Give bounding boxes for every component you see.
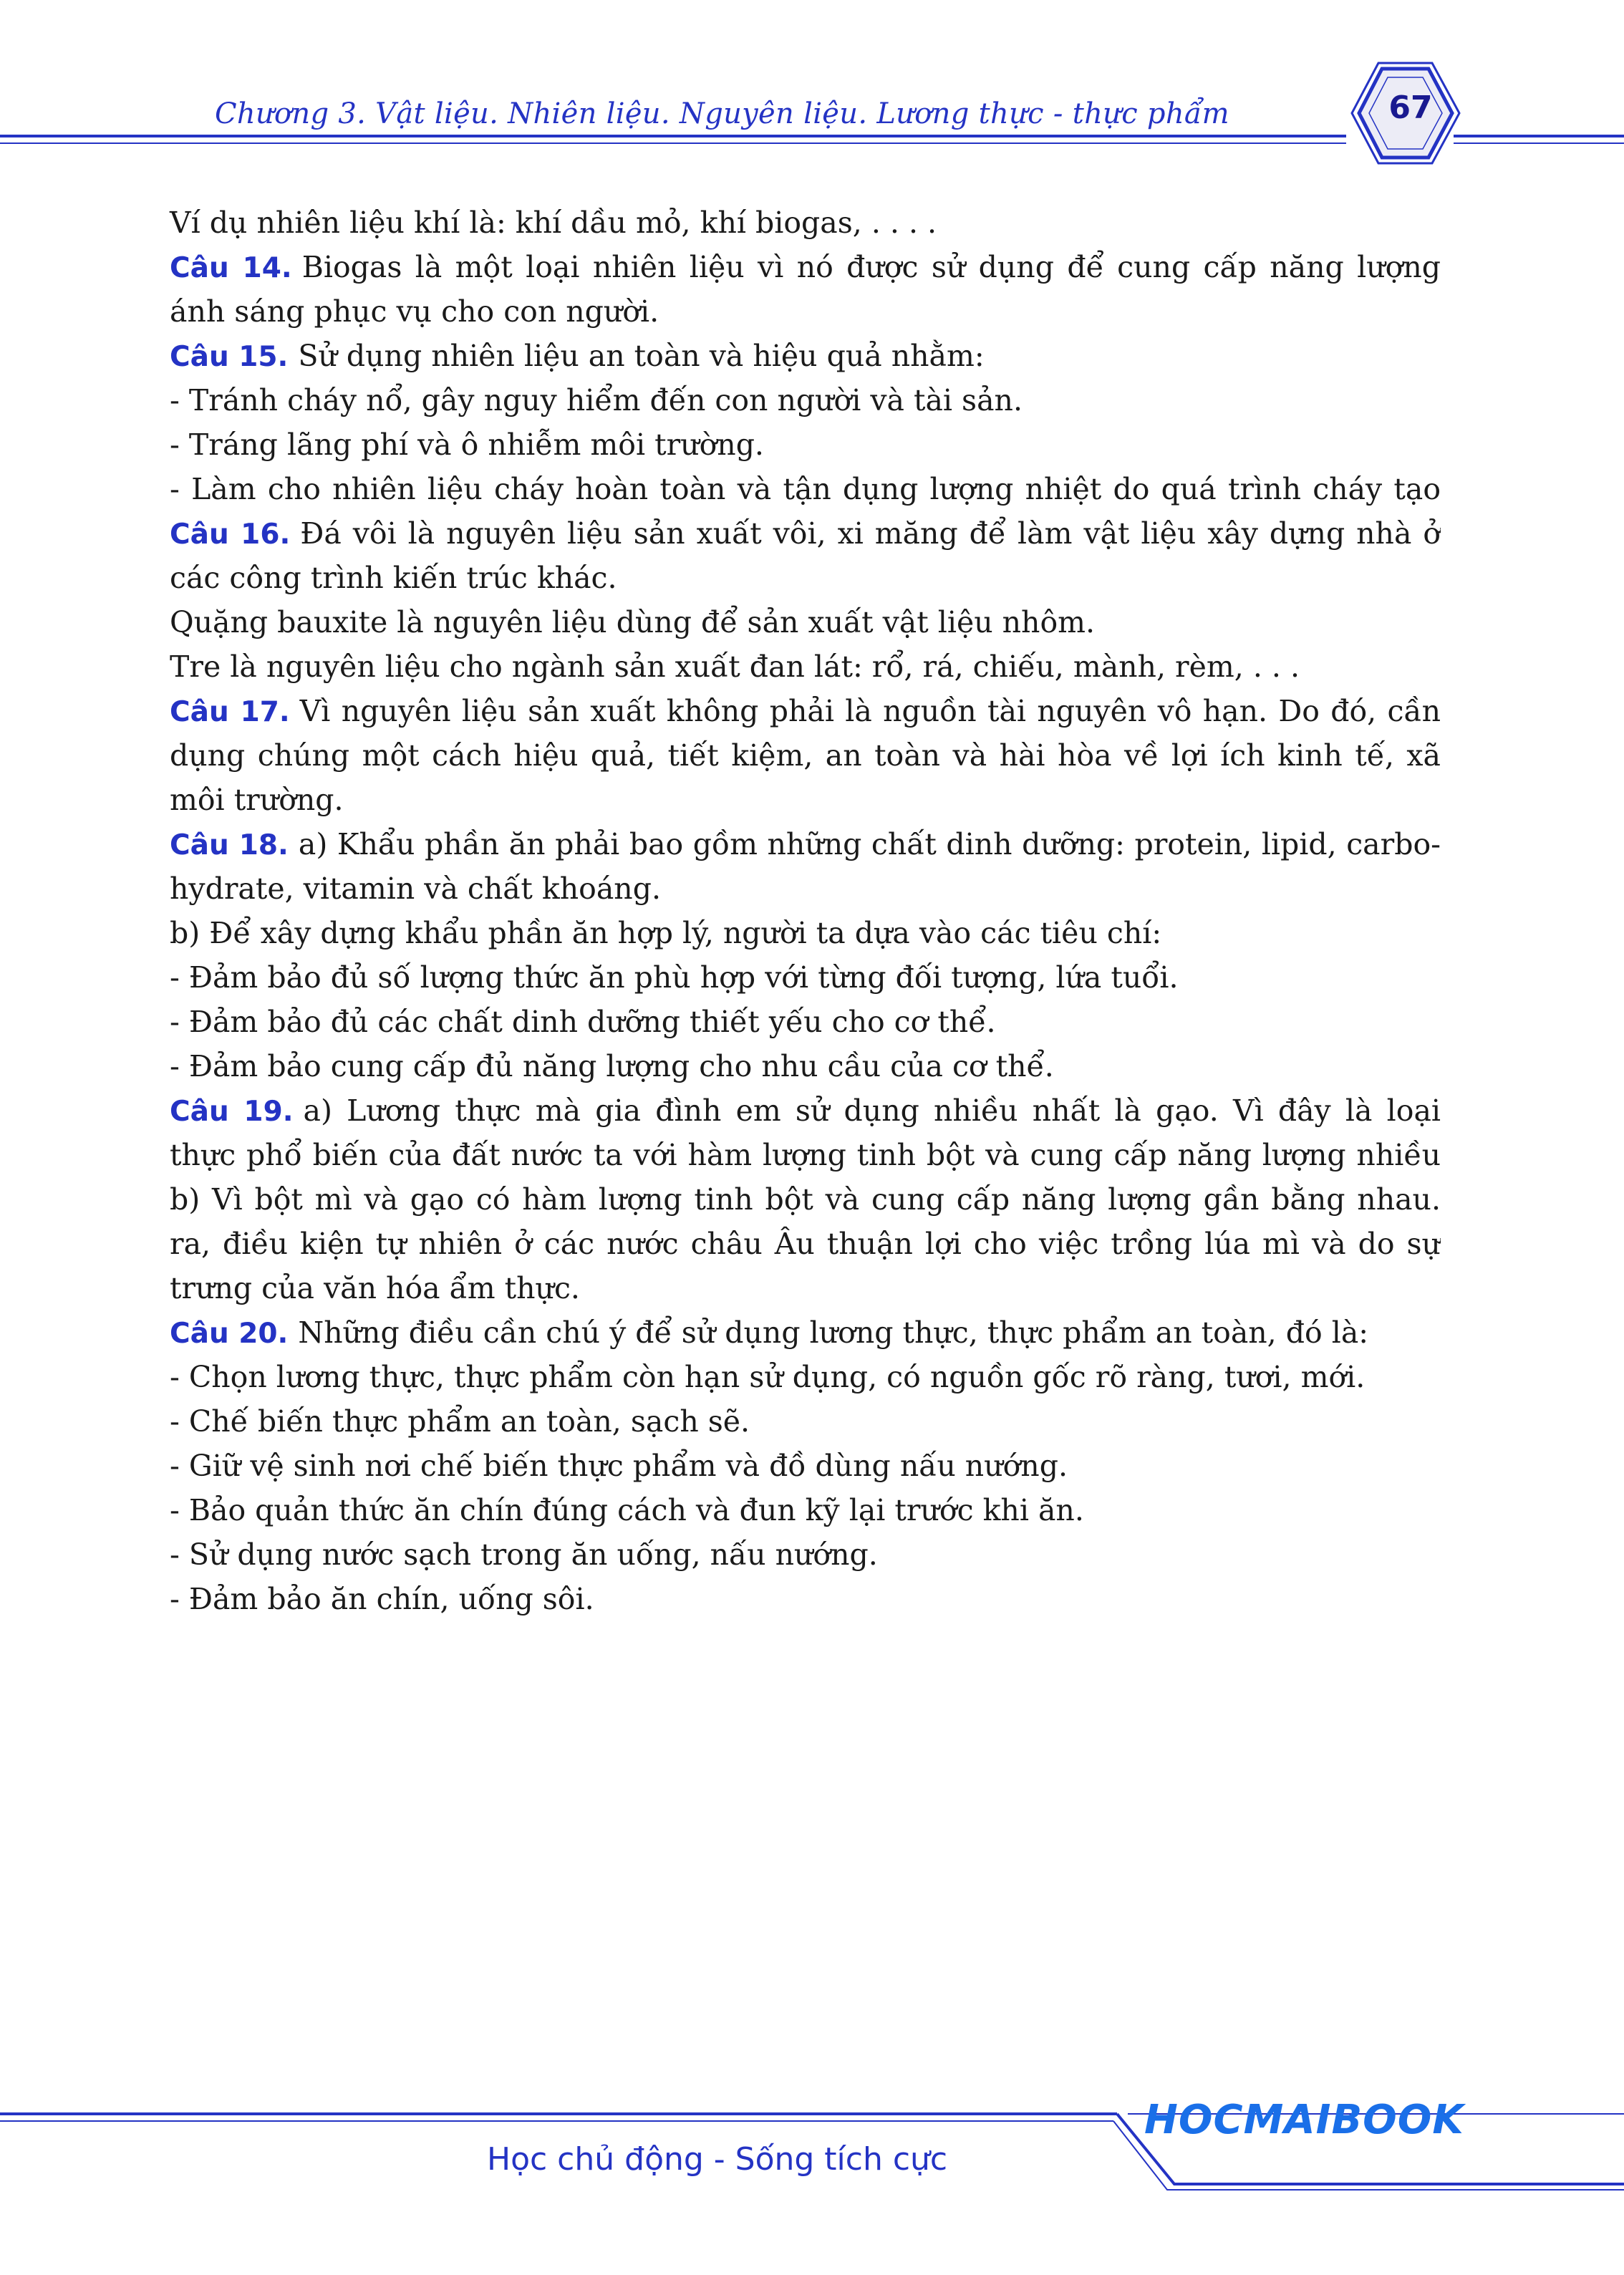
line-text: - Sử dụng nước sạch trong ăn uống, nấu nướng.	[170, 1537, 878, 1572]
line-text: b) Vì bột mì và gạo có hàm lượng tinh bột và cung cấp năng lượng gần bằng nhau.	[170, 1182, 1441, 1217]
line-text: Vì nguyên liệu sản xuất không phải là nguồn tài nguyên vô hạn. Do đó, cần	[299, 694, 1441, 728]
question-line	[170, 689, 1441, 733]
line-text: - Đảm bảo đủ số lượng thức ăn phù hợp với từng đối tượng, lứa tuổi.	[170, 960, 1179, 995]
line-text: Tre là nguyên liệu cho ngành sản xuất đan lát: rổ, rá, chiếu, mành, rèm, . . .	[170, 649, 1300, 684]
line-text: b) Để xây dựng khẩu phần ăn hợp lý, người ta dựa vào các tiêu chí:	[170, 916, 1162, 950]
text-line	[170, 600, 1441, 644]
line-text: các công trình kiến trúc khác.	[170, 561, 617, 595]
line-text: Những điều cần chú ý để sử dụng lương thực, thực phẩm an toàn, đó là:	[298, 1315, 1369, 1350]
line-text: - Tránh cháy nổ, gây nguy hiểm đến con người và tài sản.	[170, 383, 1023, 417]
text-line	[170, 1488, 1441, 1532]
line-text: ra, điều kiện tự nhiên ở các nước châu Âu thuận lợi cho việc trồng lúa mì và do sự	[170, 1227, 1441, 1261]
line-text: dụng chúng một cách hiệu quả, tiết kiệm, an toàn và hài hòa về lợi ích kinh tế, xã	[170, 738, 1441, 773]
page-number: 67	[1388, 90, 1433, 126]
line-text: - Chọn lương thực, thực phẩm còn hạn sử dụng, có nguồn gốc rõ ràng, tươi, mới.	[170, 1360, 1366, 1394]
text-line	[170, 1399, 1441, 1444]
question-line	[170, 511, 1441, 556]
line-text: - Giữ vệ sinh nơi chế biến thực phẩm và đồ dùng nấu nướng.	[170, 1449, 1068, 1483]
text-line	[170, 955, 1441, 1000]
question-label: Câu 15.	[170, 341, 289, 373]
line-text: a) Lương thực mà gia đình em sử dụng nhiều nhất là gạo. Vì đây là loại	[303, 1093, 1441, 1128]
line-text: - Tráng lãng phí và ô nhiễm môi trường.	[170, 428, 764, 462]
line-text: - Chế biến thực phẩm an toàn, sạch sẽ.	[170, 1404, 750, 1439]
line-text: - Đảm bảo đủ các chất dinh dưỡng thiết yếu cho cơ thể.	[170, 1005, 996, 1039]
text-line	[170, 556, 1441, 600]
text-line	[170, 866, 1441, 911]
text-line	[170, 1266, 1441, 1310]
line-text: Ví dụ nhiên liệu khí là: khí dầu mỏ, khí biogas, . . . .	[170, 206, 937, 240]
question-label: Câu 17.	[170, 696, 290, 728]
question-line	[170, 334, 1441, 378]
page-body	[170, 201, 1441, 1621]
text-line	[170, 911, 1441, 955]
line-text: Quặng bauxite là nguyên liệu dùng để sản xuất vật liệu nhôm.	[170, 605, 1096, 639]
line-text: trưng của văn hóa ẩm thực.	[170, 1271, 580, 1305]
chapter-title: Chương 3. Vật liệu. Nhiên liệu. Nguyên liệu. Lương thực - thực phẩm	[215, 97, 1229, 130]
text-line	[170, 201, 1441, 245]
line-text: Biogas là một loại nhiên liệu vì nó được sử dụng để cung cấp năng lượng	[301, 250, 1441, 284]
line-text: - Đảm bảo cung cấp đủ năng lượng cho nhu cầu của cơ thể.	[170, 1049, 1054, 1083]
question-label: Câu 18.	[170, 829, 289, 861]
footer-slogan: Học chủ động - Sống tích cực	[487, 2141, 948, 2178]
question-line	[170, 1088, 1441, 1133]
brand-logo: HOCMAIBOOK	[1144, 2097, 1464, 2143]
text-line	[170, 467, 1441, 511]
line-text: môi trường.	[170, 783, 344, 817]
question-label: Câu 16.	[170, 518, 291, 551]
question-line	[170, 822, 1441, 866]
line-text: hydrate, vitamin và chất khoáng.	[170, 871, 661, 906]
text-line	[170, 644, 1441, 689]
line-text: - Đảm bảo ăn chín, uống sôi.	[170, 1582, 594, 1616]
text-line	[170, 1000, 1441, 1044]
text-line	[170, 422, 1441, 467]
line-text: Sử dụng nhiên liệu an toàn và hiệu quả nhằm:	[298, 339, 985, 373]
page-footer	[0, 2077, 1624, 2275]
text-line	[170, 733, 1441, 778]
line-text: Đá vôi là nguyên liệu sản xuất vôi, xi măng để làm vật liệu xây dựng nhà ở	[300, 516, 1441, 551]
line-text: ánh sáng phục vụ cho con người.	[170, 294, 659, 329]
text-line	[170, 1044, 1441, 1088]
line-text: thực phổ biến của đất nước ta với hàm lượng tinh bột và cung cấp năng lượng nhiều	[170, 1138, 1441, 1172]
question-label: Câu 19.	[170, 1096, 294, 1128]
line-text: - Làm cho nhiên liệu cháy hoàn toàn và tận dụng lượng nhiệt do quá trình cháy tạo	[170, 472, 1441, 506]
text-line	[170, 289, 1441, 334]
text-line	[170, 1177, 1441, 1222]
page-header	[0, 0, 1624, 186]
question-line	[170, 245, 1441, 289]
question-label: Câu 20.	[170, 1318, 289, 1350]
line-text: a) Khẩu phần ăn phải bao gồm những chất dinh dưỡng: protein, lipid, carbo-	[298, 827, 1441, 861]
line-text: - Bảo quản thức ăn chín đúng cách và đun kỹ lại trước khi ăn.	[170, 1493, 1084, 1527]
text-line	[170, 1577, 1441, 1621]
text-line	[170, 1532, 1441, 1577]
text-line	[170, 378, 1441, 422]
text-line	[170, 1222, 1441, 1266]
question-line	[170, 1310, 1441, 1355]
question-label: Câu 14.	[170, 252, 292, 284]
text-line	[170, 1355, 1441, 1399]
text-line	[170, 1444, 1441, 1488]
text-line	[170, 1133, 1441, 1177]
text-line	[170, 778, 1441, 822]
